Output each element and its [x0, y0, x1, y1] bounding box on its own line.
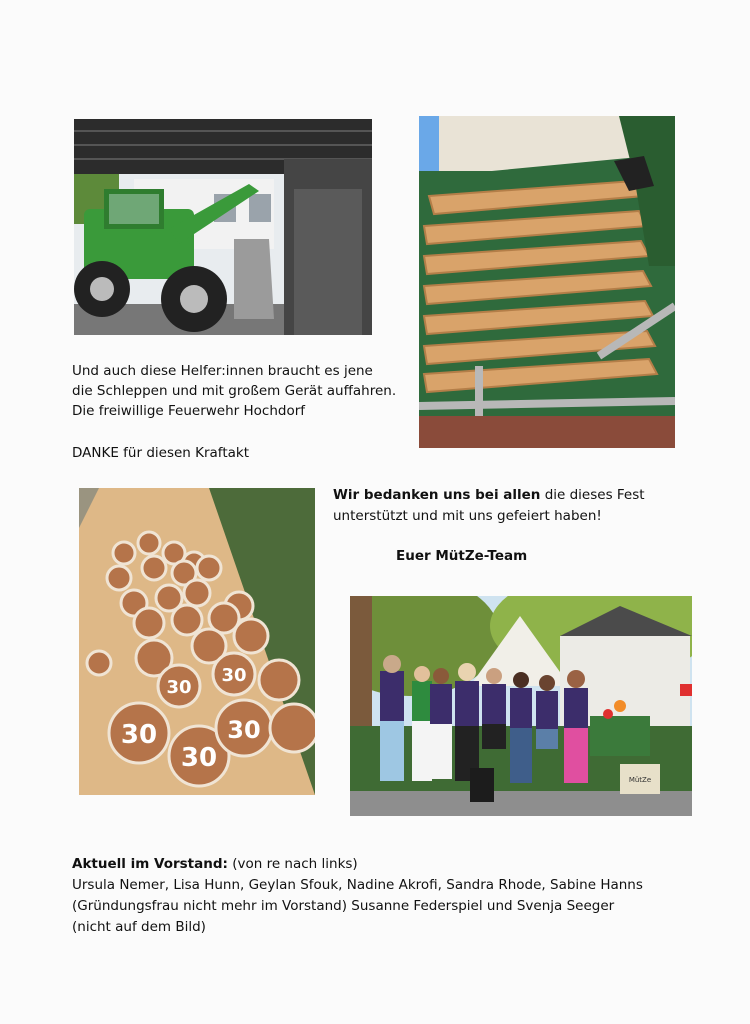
thank-all-line-2: unterstützt und mit uns gefeiert haben! [333, 508, 602, 524]
svg-text:30: 30 [120, 720, 158, 750]
board-members-line-1: Ursula Nemer, Lisa Hunn, Geylan Sfouk, Nadine Akrofi, Sandra Rhode, Sabine Hanns [72, 877, 643, 893]
wood-stack-photo [419, 116, 675, 448]
svg-text:30: 30 [227, 716, 261, 744]
thank-all-bold: Wir bedanken uns bei allen [333, 487, 541, 503]
board-members-line-3: (nicht auf dem Bild) [72, 919, 206, 935]
board-heading: Aktuell im Vorstand: [72, 856, 228, 872]
board-heading-line [72, 854, 358, 874]
helper-text-line-3: Die freiwillige Feuerwehr Hochdorf [72, 403, 306, 419]
thank-all-line-1 [333, 485, 645, 505]
team-signature: Euer MütZe-Team [396, 548, 528, 564]
bread-photo [79, 488, 315, 795]
board-members-line-2: (Gründungsfrau nicht mehr im Vorstand) Susanne Federspiel und Svenja Seeger [72, 898, 615, 914]
team-photo [350, 596, 692, 816]
thank-all-rest: die dieses Fest [540, 487, 645, 503]
helper-text-line-1: Und auch diese Helfer:innen braucht es jene [72, 363, 373, 379]
svg-text:MütZe: MütZe [628, 776, 652, 784]
helper-text-line-2: die Schleppen und mit großem Gerät auffahren. [72, 383, 397, 399]
svg-text:30: 30 [221, 665, 247, 686]
thanks-line: DANKE für diesen Kraftakt [72, 445, 249, 461]
svg-text:30: 30 [180, 743, 218, 773]
svg-text:30: 30 [166, 677, 192, 698]
tractor-photo [74, 119, 372, 335]
board-note: (von re nach links) [227, 856, 358, 872]
